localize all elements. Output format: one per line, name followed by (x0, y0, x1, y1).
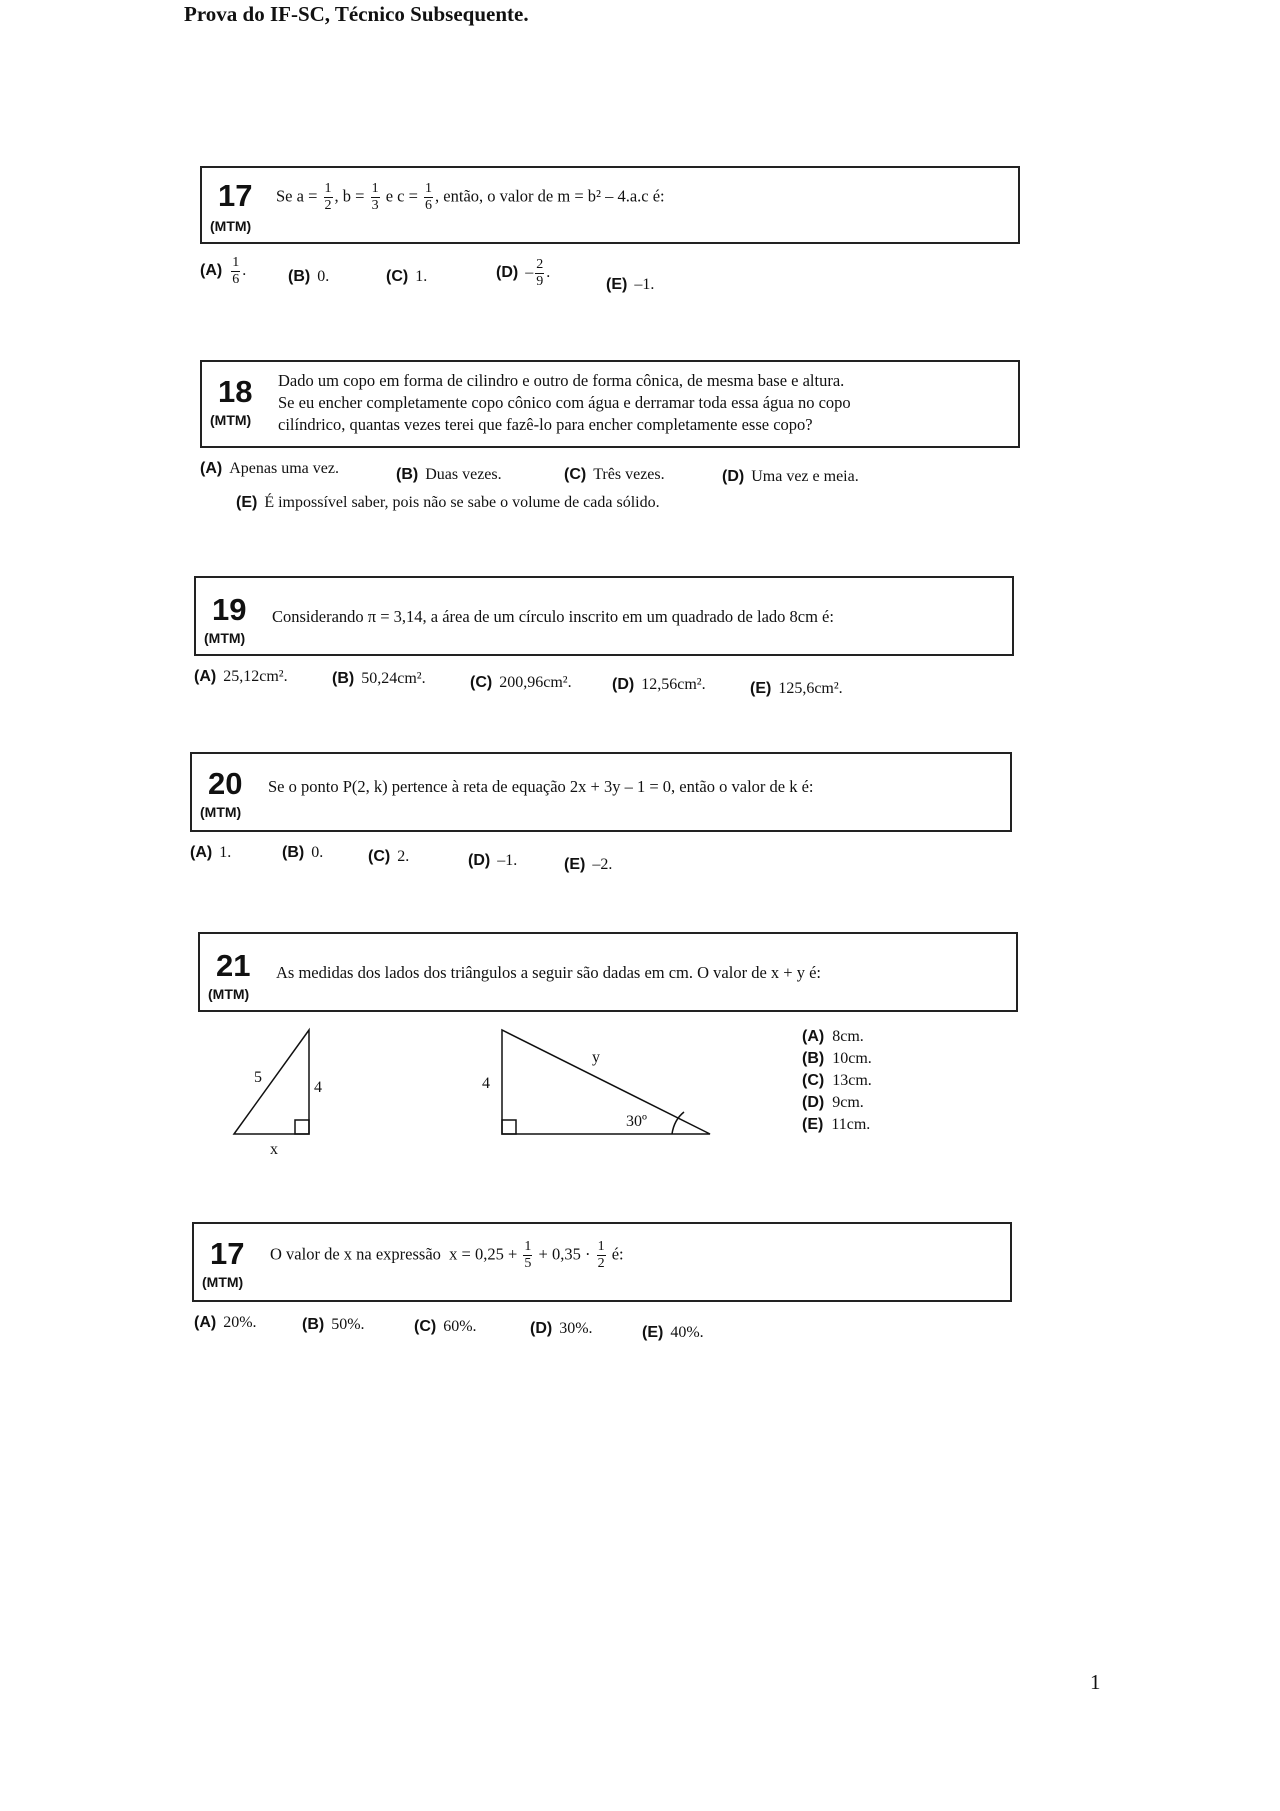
option-a[interactable]: (A) Apenas uma vez. (200, 460, 339, 477)
option-b[interactable]: (B) Duas vezes. (396, 466, 502, 483)
page-header: Prova do IF-SC, Técnico Subsequente. (184, 2, 529, 26)
option-d[interactable]: (D) 30%. (530, 1320, 593, 1337)
question-statement: Se a = $\frac{1}{2}$ , b = $\frac{1}{3}$ e c = $\frac{1}{6}$ , então, o valor de m = b² – 4.a.c é: (276, 181, 665, 213)
option-c[interactable]: (C) 60%. (414, 1318, 477, 1335)
question-17b-box (192, 1222, 1012, 1302)
question-tag: (MTM) (210, 218, 252, 234)
question-number: 19 (212, 592, 247, 627)
question-number: 18 (218, 374, 253, 409)
label-leg: 4 (314, 1079, 322, 1096)
option-d[interactable]: (D) –1. (468, 852, 518, 869)
question-number: 20 (208, 766, 243, 801)
option-e[interactable]: (E) É impossível saber, pois não se sabe o volume de cada sólido. (236, 494, 660, 511)
label-leg: 4 (482, 1075, 490, 1092)
triangle-figure-1 (220, 1020, 340, 1160)
option-b[interactable]: (B) 0. (282, 844, 324, 861)
label-angle: 30º (626, 1113, 647, 1130)
question-tag: (MTM) (204, 630, 246, 646)
fraction: $\frac{1}{5}$ (524, 1239, 532, 1271)
option-e[interactable]: (E) –1. (606, 276, 655, 293)
question-20-box (190, 752, 1012, 832)
option-b[interactable]: (B) 50,24cm². (332, 670, 426, 687)
option-a[interactable]: (A) 25,12cm². (194, 668, 288, 685)
question-statement: Se o ponto P(2, k) pertence à reta de equação 2x + 3y – 1 = 0, então o valor de k é: (268, 777, 814, 796)
fraction: $\frac{1}{6}$ (425, 181, 433, 213)
fraction: $\frac{1}{3}$ (371, 181, 379, 213)
option-c[interactable]: (C) Três vezes. (564, 466, 665, 483)
question-tag: (MTM) (208, 986, 250, 1002)
question-number: 17 (210, 1236, 245, 1271)
page-number: 1 (1090, 1670, 1101, 1694)
question-number: 21 (216, 948, 251, 983)
right-angle-mark (502, 1120, 516, 1134)
option-e[interactable]: (E) 11cm. (802, 1116, 871, 1133)
option-e[interactable]: (E) –2. (564, 856, 613, 873)
question-statement: Considerando π = 3,14, a área de um círculo inscrito em um quadrado de lado 8cm é: (272, 607, 834, 626)
option-c[interactable]: (C) 2. (368, 848, 410, 865)
question-statement: O valor de x na expressão x = 0,25 + $\frac{1}{5}$ + 0,35 · $\frac{1}{2}$ é: (270, 1239, 624, 1271)
option-e[interactable]: (E) 40%. (642, 1324, 704, 1341)
option-b[interactable]: (B) 50%. (302, 1316, 365, 1333)
option-c[interactable]: (C) 13cm. (802, 1072, 872, 1089)
right-triangle-1 (234, 1030, 309, 1134)
option-a[interactable]: (A) $\frac{1}{6}$ . (200, 255, 247, 287)
fraction: $\frac{1}{2}$ (324, 181, 332, 213)
option-c[interactable]: (C) 1. (386, 268, 428, 285)
question-number: 17 (218, 178, 253, 213)
option-d[interactable]: (D) Uma vez e meia. (722, 468, 859, 485)
option-b[interactable]: (B) 10cm. (802, 1050, 872, 1067)
question-19-box (194, 576, 1014, 656)
question-17-box (200, 166, 1020, 244)
fraction: $\frac{1}{2}$ (597, 1239, 605, 1271)
question-21-box (198, 932, 1018, 1012)
question-tag: (MTM) (200, 804, 242, 820)
right-angle-mark (295, 1120, 309, 1134)
question-statement: As medidas dos lados dos triângulos a seguir são dadas em cm. O valor de x + y é: (276, 963, 821, 982)
option-d[interactable]: (D) 9cm. (802, 1094, 864, 1111)
option-d[interactable]: (D) – $\frac{2}{9}$ . (496, 257, 551, 289)
q21-options (802, 1026, 872, 1136)
option-c[interactable]: (C) 200,96cm². (470, 674, 572, 691)
option-b[interactable]: (B) 0. (288, 268, 330, 285)
question-18-box (200, 360, 1020, 448)
label-hypotenuse: 5 (254, 1069, 262, 1086)
question-tag: (MTM) (202, 1274, 244, 1290)
label-base: x (270, 1141, 278, 1158)
triangle-figure-2 (470, 1020, 720, 1150)
option-a[interactable]: (A) 20%. (194, 1314, 257, 1331)
question-tag: (MTM) (210, 412, 252, 428)
question-statement: Dado um copo em forma de cilindro e outro de forma cônica, de mesma base e altura. Se eu encher completamente copo cônico com água e derramar toda essa água no copo cilíndrico, quantas vezes terei que fazê-lo para encher completamente esse copo? (278, 371, 851, 434)
option-a[interactable]: (A) 8cm. (802, 1028, 864, 1045)
label-hypotenuse: y (592, 1049, 600, 1066)
option-d[interactable]: (D) 12,56cm². (612, 676, 706, 693)
option-e[interactable]: (E) 125,6cm². (750, 680, 843, 697)
option-a[interactable]: (A) 1. (190, 844, 232, 861)
